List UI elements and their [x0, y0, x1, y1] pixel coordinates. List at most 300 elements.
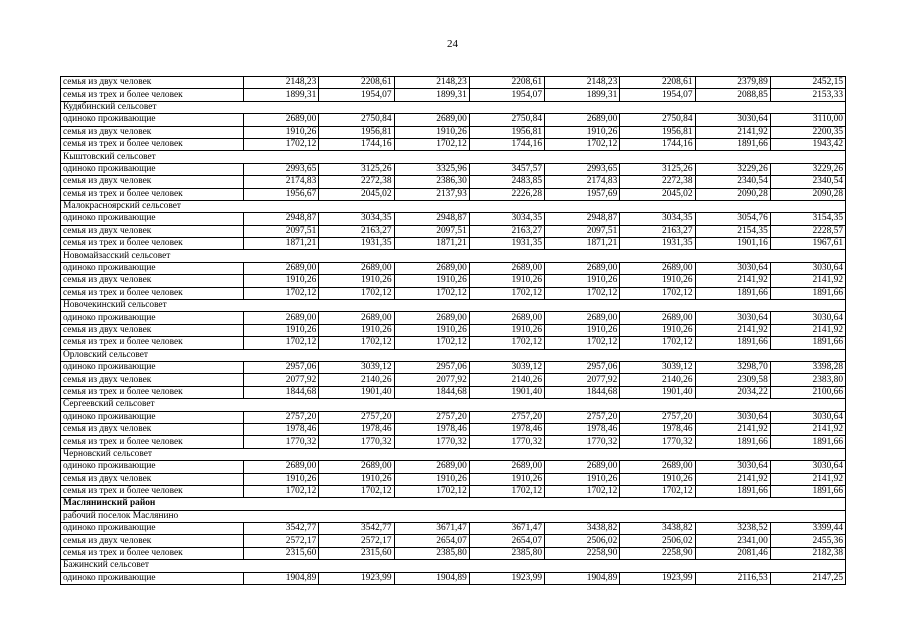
value-cell: 2757,20	[545, 411, 620, 423]
household-type-cell: одиноко проживающие	[61, 361, 244, 373]
value-cell: 2689,00	[620, 312, 695, 324]
value-cell: 2689,00	[620, 461, 695, 473]
district-name: Маслянинский район	[61, 498, 846, 510]
value-cell: 2137,93	[394, 188, 469, 200]
value-cell: 2141,92	[695, 473, 770, 485]
value-cell: 1891,66	[770, 287, 845, 299]
value-cell: 2506,02	[620, 535, 695, 547]
value-cell: 1871,21	[394, 238, 469, 250]
value-cell: 2689,00	[620, 262, 695, 274]
value-cell: 3039,12	[469, 361, 544, 373]
value-cell: 1702,12	[545, 138, 620, 150]
value-cell: 3030,64	[695, 312, 770, 324]
value-cell: 2090,28	[695, 188, 770, 200]
value-cell: 1957,69	[545, 188, 620, 200]
table-row	[61, 163, 846, 175]
settlement-header-row	[61, 250, 846, 262]
value-cell: 2689,00	[244, 114, 319, 126]
value-cell: 3125,26	[620, 163, 695, 175]
value-cell: 1956,81	[469, 126, 544, 138]
value-cell: 2116,53	[695, 572, 770, 584]
value-cell: 2750,84	[469, 114, 544, 126]
value-cell: 2757,20	[319, 411, 394, 423]
value-cell: 1967,61	[770, 238, 845, 250]
value-cell: 1891,66	[770, 337, 845, 349]
value-cell: 2153,33	[770, 89, 845, 101]
value-cell: 1956,81	[620, 126, 695, 138]
value-cell: 2993,65	[545, 163, 620, 175]
table-row	[61, 77, 846, 89]
value-cell: 2957,06	[545, 361, 620, 373]
table-row	[61, 126, 846, 138]
value-cell: 2957,06	[244, 361, 319, 373]
value-cell: 3030,64	[695, 262, 770, 274]
table-row	[61, 176, 846, 188]
value-cell: 1891,66	[695, 485, 770, 497]
value-cell: 2757,20	[620, 411, 695, 423]
value-cell: 1891,66	[695, 337, 770, 349]
value-cell: 1901,40	[620, 386, 695, 398]
value-cell: 2141,92	[695, 275, 770, 287]
value-cell: 1770,32	[319, 436, 394, 448]
value-cell: 3034,35	[469, 213, 544, 225]
value-cell: 1744,16	[620, 138, 695, 150]
household-type-cell: семья из двух человек	[61, 275, 244, 287]
value-cell: 2689,00	[545, 312, 620, 324]
household-type-cell: семья из двух человек	[61, 423, 244, 435]
value-cell: 2163,27	[319, 225, 394, 237]
table-row	[61, 423, 846, 435]
value-cell: 3398,28	[770, 361, 845, 373]
value-cell: 2689,00	[244, 461, 319, 473]
value-cell: 3457,57	[469, 163, 544, 175]
value-cell: 1978,46	[244, 423, 319, 435]
table-row	[61, 225, 846, 237]
value-cell: 2689,00	[469, 312, 544, 324]
table-row	[61, 89, 846, 101]
value-cell: 1702,12	[244, 337, 319, 349]
value-cell: 2147,25	[770, 572, 845, 584]
settlement-header-row	[61, 349, 846, 361]
value-cell: 1904,89	[394, 572, 469, 584]
household-type-cell: семья из двух человек	[61, 324, 244, 336]
value-cell: 1954,07	[620, 89, 695, 101]
value-cell: 2141,92	[695, 126, 770, 138]
value-cell: 3542,77	[244, 523, 319, 535]
household-type-cell: семья из двух человек	[61, 473, 244, 485]
value-cell: 1910,26	[545, 324, 620, 336]
value-cell: 2258,90	[620, 547, 695, 559]
settlement-name: рабочий поселок Маслянино	[61, 510, 846, 522]
value-cell: 1891,66	[695, 287, 770, 299]
household-type-cell: семья из двух человек	[61, 374, 244, 386]
table-row	[61, 473, 846, 485]
value-cell: 1931,35	[319, 238, 394, 250]
settlement-header-row	[61, 151, 846, 163]
value-cell: 1923,99	[319, 572, 394, 584]
value-cell: 3034,35	[620, 213, 695, 225]
value-cell: 1702,12	[394, 485, 469, 497]
value-cell: 1910,26	[319, 324, 394, 336]
value-cell: 1702,12	[394, 138, 469, 150]
value-cell: 1910,26	[469, 275, 544, 287]
household-type-cell: семья из двух человек	[61, 535, 244, 547]
table-row	[61, 213, 846, 225]
value-cell: 2208,61	[319, 77, 394, 89]
value-cell: 1844,68	[394, 386, 469, 398]
value-cell: 2689,00	[469, 461, 544, 473]
value-cell: 2148,23	[545, 77, 620, 89]
value-cell: 2689,00	[244, 312, 319, 324]
value-cell: 3039,12	[620, 361, 695, 373]
household-type-cell: одиноко проживающие	[61, 213, 244, 225]
value-cell: 2750,84	[319, 114, 394, 126]
value-cell: 2097,51	[545, 225, 620, 237]
value-cell: 1901,40	[469, 386, 544, 398]
value-cell: 1978,46	[545, 423, 620, 435]
value-cell: 2689,00	[394, 114, 469, 126]
value-cell: 1956,81	[319, 126, 394, 138]
tariff-table-body	[61, 77, 846, 585]
value-cell: 2140,26	[319, 374, 394, 386]
value-cell: 1891,66	[695, 138, 770, 150]
tariff-table	[60, 76, 846, 585]
value-cell: 2957,06	[394, 361, 469, 373]
value-cell: 1891,66	[770, 436, 845, 448]
settlement-header-row	[61, 399, 846, 411]
value-cell: 1978,46	[394, 423, 469, 435]
value-cell: 1910,26	[244, 126, 319, 138]
household-type-cell: семья из трех и более человек	[61, 138, 244, 150]
household-type-cell: семья из двух человек	[61, 126, 244, 138]
value-cell: 1844,68	[244, 386, 319, 398]
value-cell: 2228,57	[770, 225, 845, 237]
value-cell: 3054,76	[695, 213, 770, 225]
value-cell: 1978,46	[319, 423, 394, 435]
settlement-name: Орловский сельсовет	[61, 349, 846, 361]
value-cell: 3030,64	[770, 262, 845, 274]
value-cell: 3034,35	[319, 213, 394, 225]
district-header-row	[61, 498, 846, 510]
value-cell: 1910,26	[319, 275, 394, 287]
value-cell: 1891,66	[770, 485, 845, 497]
value-cell: 3110,00	[770, 114, 845, 126]
settlement-header-row	[61, 200, 846, 212]
value-cell: 2689,00	[244, 262, 319, 274]
value-cell: 2148,23	[394, 77, 469, 89]
value-cell: 1931,35	[620, 238, 695, 250]
household-type-cell: одиноко проживающие	[61, 163, 244, 175]
value-cell: 3030,64	[770, 411, 845, 423]
value-cell: 1702,12	[394, 287, 469, 299]
value-cell: 1923,99	[620, 572, 695, 584]
value-cell: 2689,00	[394, 262, 469, 274]
value-cell: 2208,61	[469, 77, 544, 89]
value-cell: 3229,26	[695, 163, 770, 175]
table-row	[61, 312, 846, 324]
value-cell: 3542,77	[319, 523, 394, 535]
table-row	[61, 188, 846, 200]
value-cell: 2948,87	[394, 213, 469, 225]
value-cell: 2689,00	[319, 461, 394, 473]
page-number: 24	[447, 38, 458, 50]
value-cell: 2258,90	[545, 547, 620, 559]
value-cell: 2757,20	[244, 411, 319, 423]
value-cell: 2045,02	[620, 188, 695, 200]
value-cell: 1899,31	[394, 89, 469, 101]
value-cell: 2689,00	[545, 262, 620, 274]
table-row	[61, 275, 846, 287]
table-row	[61, 436, 846, 448]
table-row	[61, 324, 846, 336]
table-row	[61, 138, 846, 150]
value-cell: 2097,51	[394, 225, 469, 237]
value-cell: 1770,32	[469, 436, 544, 448]
value-cell: 1702,12	[545, 287, 620, 299]
value-cell: 1702,12	[394, 337, 469, 349]
value-cell: 2163,27	[620, 225, 695, 237]
settlement-header-row	[61, 448, 846, 460]
value-cell: 3154,35	[770, 213, 845, 225]
household-type-cell: одиноко проживающие	[61, 523, 244, 535]
table-row	[61, 361, 846, 373]
value-cell: 2100,66	[770, 386, 845, 398]
value-cell: 2689,00	[394, 461, 469, 473]
value-cell: 2309,58	[695, 374, 770, 386]
value-cell: 2757,20	[469, 411, 544, 423]
table-row	[61, 262, 846, 274]
value-cell: 1899,31	[545, 89, 620, 101]
value-cell: 1871,21	[244, 238, 319, 250]
household-type-cell: семья из трех и более человек	[61, 188, 244, 200]
value-cell: 2163,27	[469, 225, 544, 237]
value-cell: 2077,92	[394, 374, 469, 386]
value-cell: 2385,80	[469, 547, 544, 559]
value-cell: 2572,17	[244, 535, 319, 547]
value-cell: 2948,87	[545, 213, 620, 225]
household-type-cell: семья из трех и более человек	[61, 89, 244, 101]
value-cell: 2090,28	[770, 188, 845, 200]
value-cell: 1702,12	[469, 287, 544, 299]
household-type-cell: семья из трех и более человек	[61, 287, 244, 299]
table-row	[61, 411, 846, 423]
settlement-name: Малокрасноярский сельсовет	[61, 200, 846, 212]
value-cell: 2088,85	[695, 89, 770, 101]
value-cell: 1910,26	[620, 473, 695, 485]
value-cell: 2340,54	[770, 176, 845, 188]
value-cell: 2174,83	[244, 176, 319, 188]
value-cell: 1891,66	[695, 436, 770, 448]
settlement-header-row	[61, 560, 846, 572]
value-cell: 1943,42	[770, 138, 845, 150]
value-cell: 3438,82	[545, 523, 620, 535]
value-cell: 2077,92	[545, 374, 620, 386]
household-type-cell: одиноко проживающие	[61, 114, 244, 126]
settlement-header-row	[61, 300, 846, 312]
value-cell: 2141,92	[770, 324, 845, 336]
value-cell: 2385,80	[394, 547, 469, 559]
value-cell: 2341,00	[695, 535, 770, 547]
value-cell: 3438,82	[620, 523, 695, 535]
value-cell: 1702,12	[620, 287, 695, 299]
settlement-name: Черновский сельсовет	[61, 448, 846, 460]
value-cell: 2081,46	[695, 547, 770, 559]
value-cell: 3030,64	[695, 411, 770, 423]
settlement-name: Новомайзасский сельсовет	[61, 250, 846, 262]
table-row	[61, 523, 846, 535]
household-type-cell: семья из трех и более человек	[61, 337, 244, 349]
value-cell: 1910,26	[545, 275, 620, 287]
table-row	[61, 114, 846, 126]
value-cell: 2200,35	[770, 126, 845, 138]
household-type-cell: семья из двух человек	[61, 77, 244, 89]
value-cell: 3030,64	[770, 461, 845, 473]
value-cell: 2141,92	[695, 324, 770, 336]
value-cell: 3125,26	[319, 163, 394, 175]
value-cell: 1910,26	[394, 324, 469, 336]
value-cell: 2272,38	[319, 176, 394, 188]
value-cell: 3229,26	[770, 163, 845, 175]
value-cell: 1770,32	[620, 436, 695, 448]
value-cell: 3325,96	[394, 163, 469, 175]
value-cell: 2689,00	[469, 262, 544, 274]
household-type-cell: семья из трех и более человек	[61, 436, 244, 448]
value-cell: 2315,60	[319, 547, 394, 559]
table-row	[61, 461, 846, 473]
value-cell: 1702,12	[244, 485, 319, 497]
value-cell: 1904,89	[545, 572, 620, 584]
value-cell: 2182,38	[770, 547, 845, 559]
settlement-name: Бажинский сельсовет	[61, 560, 846, 572]
value-cell: 3030,64	[695, 114, 770, 126]
value-cell: 2148,23	[244, 77, 319, 89]
value-cell: 1702,12	[545, 485, 620, 497]
settlement-header-row	[61, 101, 846, 113]
value-cell: 2141,92	[770, 275, 845, 287]
value-cell: 2452,15	[770, 77, 845, 89]
value-cell: 1923,99	[469, 572, 544, 584]
household-type-cell: семья из двух человек	[61, 176, 244, 188]
value-cell: 2141,92	[770, 473, 845, 485]
value-cell: 2034,22	[695, 386, 770, 398]
value-cell: 2689,00	[394, 312, 469, 324]
value-cell: 2654,07	[394, 535, 469, 547]
settlement-name: Новочекинский сельсовет	[61, 300, 846, 312]
value-cell: 2077,92	[244, 374, 319, 386]
value-cell: 2141,92	[695, 423, 770, 435]
household-type-cell: одиноко проживающие	[61, 461, 244, 473]
value-cell: 2654,07	[469, 535, 544, 547]
value-cell: 1910,26	[244, 275, 319, 287]
value-cell: 2340,54	[695, 176, 770, 188]
value-cell: 2455,36	[770, 535, 845, 547]
value-cell: 1770,32	[545, 436, 620, 448]
table-row	[61, 547, 846, 559]
value-cell: 1702,12	[319, 485, 394, 497]
value-cell: 1901,16	[695, 238, 770, 250]
value-cell: 1910,26	[394, 473, 469, 485]
value-cell: 3671,47	[394, 523, 469, 535]
value-cell: 1910,26	[469, 324, 544, 336]
value-cell: 3030,64	[695, 461, 770, 473]
value-cell: 1954,07	[319, 89, 394, 101]
value-cell: 1702,12	[244, 138, 319, 150]
table-row	[61, 238, 846, 250]
household-type-cell: семья из трех и более человек	[61, 386, 244, 398]
value-cell: 1770,32	[244, 436, 319, 448]
value-cell: 2993,65	[244, 163, 319, 175]
value-cell: 1901,40	[319, 386, 394, 398]
value-cell: 1954,07	[469, 89, 544, 101]
value-cell: 2272,38	[620, 176, 695, 188]
settlement-name: Кудябинский сельсовет	[61, 101, 846, 113]
value-cell: 1702,12	[319, 337, 394, 349]
value-cell: 2689,00	[545, 114, 620, 126]
value-cell: 2226,28	[469, 188, 544, 200]
household-type-cell: одиноко проживающие	[61, 411, 244, 423]
table-row	[61, 287, 846, 299]
value-cell: 2140,26	[469, 374, 544, 386]
table-row	[61, 386, 846, 398]
value-cell: 1871,21	[545, 238, 620, 250]
settlement-name: Сергеевский сельсовет	[61, 399, 846, 411]
value-cell: 2174,83	[545, 176, 620, 188]
value-cell: 2689,00	[545, 461, 620, 473]
value-cell: 2140,26	[620, 374, 695, 386]
table-row	[61, 535, 846, 547]
table-row	[61, 572, 846, 584]
value-cell: 3030,64	[770, 312, 845, 324]
table-row	[61, 485, 846, 497]
value-cell: 2506,02	[545, 535, 620, 547]
value-cell: 1702,12	[545, 337, 620, 349]
value-cell: 3671,47	[469, 523, 544, 535]
value-cell: 2315,60	[244, 547, 319, 559]
value-cell: 3039,12	[319, 361, 394, 373]
value-cell: 1910,26	[545, 126, 620, 138]
household-type-cell: семья из трех и более человек	[61, 547, 244, 559]
value-cell: 2750,84	[620, 114, 695, 126]
value-cell: 1744,16	[319, 138, 394, 150]
value-cell: 1910,26	[620, 275, 695, 287]
table-row	[61, 337, 846, 349]
table-row	[61, 374, 846, 386]
value-cell: 1910,26	[244, 324, 319, 336]
value-cell: 1702,12	[620, 337, 695, 349]
value-cell: 1702,12	[469, 337, 544, 349]
value-cell: 1904,89	[244, 572, 319, 584]
value-cell: 1910,26	[394, 126, 469, 138]
value-cell: 1956,67	[244, 188, 319, 200]
value-cell: 1910,26	[244, 473, 319, 485]
value-cell: 1770,32	[394, 436, 469, 448]
value-cell: 1702,12	[319, 287, 394, 299]
value-cell: 2483,85	[469, 176, 544, 188]
value-cell: 2757,20	[394, 411, 469, 423]
value-cell: 1931,35	[469, 238, 544, 250]
value-cell: 2379,89	[695, 77, 770, 89]
household-type-cell: семья из трех и более человек	[61, 485, 244, 497]
settlement-name: Кыштовский сельсовет	[61, 151, 846, 163]
value-cell: 2948,87	[244, 213, 319, 225]
household-type-cell: одиноко проживающие	[61, 312, 244, 324]
value-cell: 2154,35	[695, 225, 770, 237]
household-type-cell: одиноко проживающие	[61, 262, 244, 274]
value-cell: 2045,02	[319, 188, 394, 200]
value-cell: 1910,26	[545, 473, 620, 485]
value-cell: 2572,17	[319, 535, 394, 547]
value-cell: 1978,46	[620, 423, 695, 435]
